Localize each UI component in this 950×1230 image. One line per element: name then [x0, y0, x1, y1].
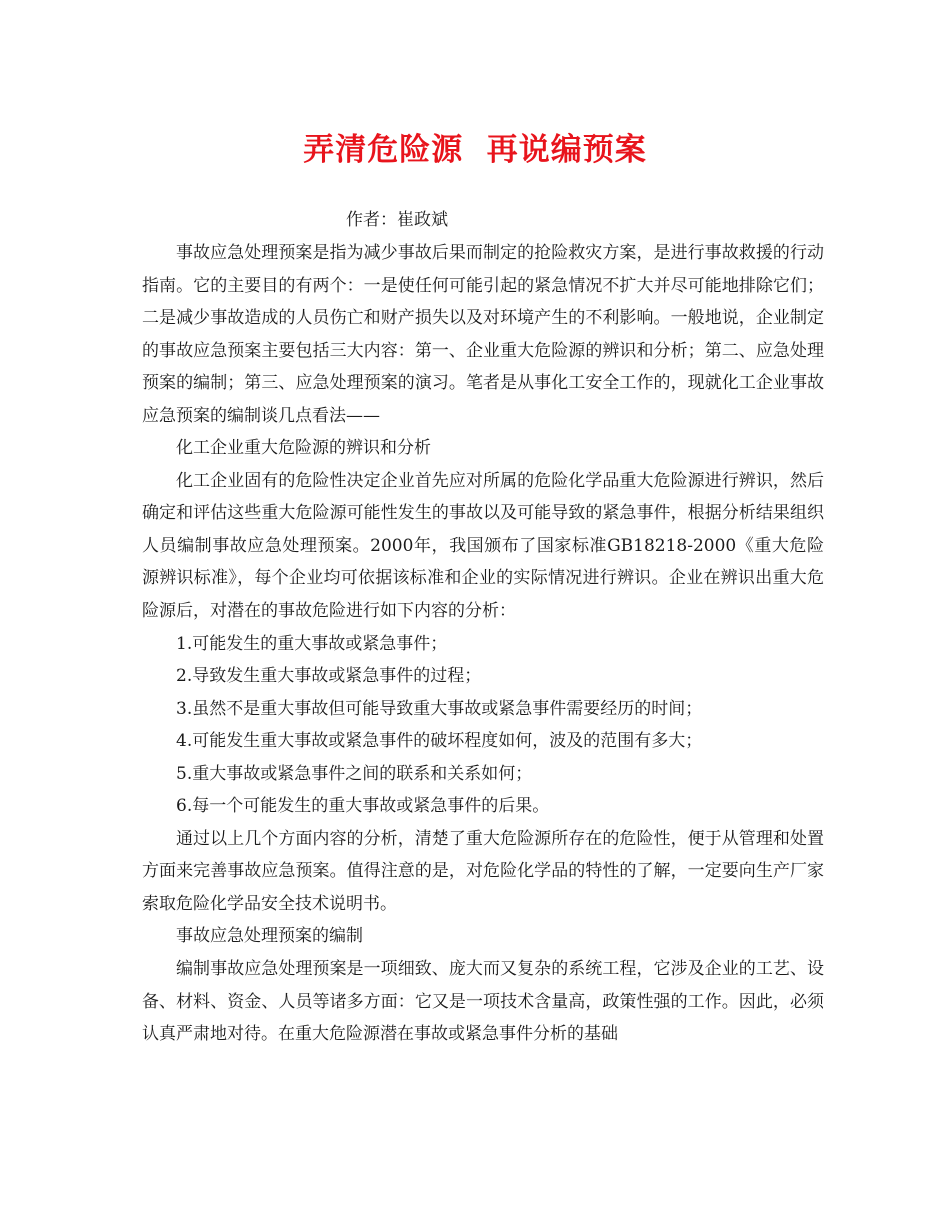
intro-paragraph: 事故应急处理预案是指为减少事故后果而制定的抢险救灾方案，是进行事故救援的行动指南。它的主要目的有两个：一是使任何可能引起的紧急情况不扩大并尽可能地排除它们；二是减少事故造成的人员伤亡和财产损失以及对环境产生的不利影响。一般地说，企业制定的事故应急预案主要包括三大内容：第一、企业重大危险源的辨识和分析；第二、应急处理预案的编制；第三、应急处理预案的演习。笔者是从事化工安全工作的，现就化工企业事故应急预案的编制谈几点看法—— — [142, 243, 824, 426]
list-item: 6.每一个可能发生的重大事故或紧急事件的后果。 — [176, 796, 550, 817]
list-item: 2.导致发生重大事故或紧急事件的过程； — [176, 666, 482, 687]
list-item: 4.可能发生重大事故或紧急事件的破坏程度如何，波及的范围有多大； — [176, 731, 703, 752]
list-item: 3.虽然不是重大事故但可能导致重大事故或紧急事件需要经历的时间； — [176, 698, 703, 719]
section-heading-plan-compilation: 事故应急处理预案的编制 — [176, 926, 363, 947]
author-line: 作者：崔政斌 — [346, 210, 448, 230]
hazard-identification-paragraph: 化工企业固有的危险性决定企业首先应对所属的危险化学品重大危险源进行辨识，然后确定和评估这些重大危险源可能性发生的事故以及可能导致的紧急事件，根据分析结果组织人员编制事故应急处理预案。2000年，我国颁布了国家标准GB18218-2000《重大危险源辨识标准》，每个企业均可依据该标准和企业的实际情况进行辨识。企业在辨识出重大危险源后，对潜在的事故危险进行如下内容的分析： — [142, 470, 824, 622]
document-title: 弄清危险源 再说编预案 — [303, 132, 647, 168]
section-heading-hazard-identification: 化工企业重大危险源的辨识和分析 — [176, 438, 431, 459]
list-item: 1.可能发生的重大事故或紧急事件； — [176, 633, 448, 654]
plan-compilation-paragraph: 编制事故应急处理预案是一项细致、庞大而又复杂的系统工程，它涉及企业的工艺、设备、材料、资金、人员等诸多方面：它又是一项技术含量高，政策性强的工作。因此，必须认真严肃地对待。在重大危险源潜在事故或紧急事件分析的基础 — [142, 959, 824, 1045]
list-item: 5.重大事故或紧急事件之间的联系和关系如何； — [176, 763, 533, 784]
analysis-conclusion-paragraph: 通过以上几个方面内容的分析，清楚了重大危险源所存在的危险性，便于从管理和处置方面来完善事故应急预案。值得注意的是，对危险化学品的特性的了解，一定要向生产厂家索取危险化学品安全技术说明书。 — [142, 828, 824, 914]
document-body — [142, 237, 824, 1051]
